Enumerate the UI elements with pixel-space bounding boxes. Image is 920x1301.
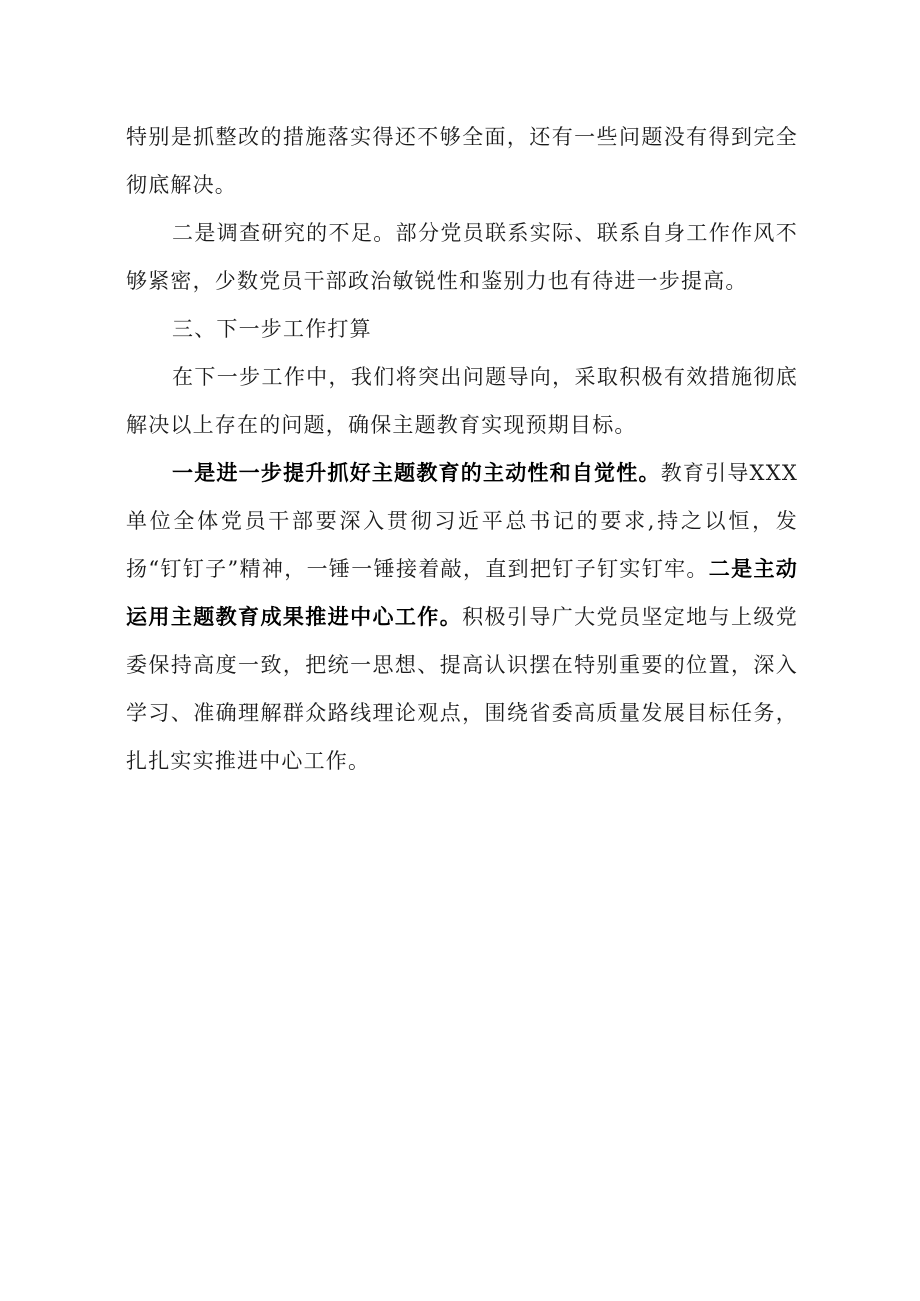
measure-two-heading: 二是主动运用主题教育成果推进中心工作。 (126, 556, 798, 629)
paragraph-continuation: 特别是抓整改的措施落实得还不够全面，还有一些问题没有得到完全彻底解决。 (126, 125, 798, 197)
measure-two-text: 积极引导广大党员坚定地与上级党委保持高度一致，把统一思想、提高认识摆在特别重要的位置，深入学习、准确理解群众路线理论观点，围绕省委高质量发展目标任务，扎扎实实推进中心工作。 (126, 605, 799, 773)
paragraph-measures (126, 449, 798, 785)
measure-one-heading: 一是进一步提升抓好主题教育的主动性和自觉性。 (172, 460, 661, 485)
section-heading: 三、下一步工作打算 (172, 317, 372, 341)
measure-one-text: 教育引导XXX单位全体党员干部要深入贯彻习近平总书记的要求,持之以恒，发扬“钉钉子”精神，一锤一锤接着敲，直到把钉子钉实钉牢。 (126, 461, 798, 581)
paragraph-intro: 在下一步工作中，我们将突出问题导向，采取积极有效措施彻底解决以上存在的问题，确保主题教育实现预期目标。 (126, 365, 798, 437)
document-body (126, 113, 798, 785)
paragraph-research-shortcoming: 二是调查研究的不足。部分党员联系实际、联系自身工作作风不够紧密，少数党员干部政治敏锐性和鉴别力也有待进一步提高。 (126, 221, 798, 293)
